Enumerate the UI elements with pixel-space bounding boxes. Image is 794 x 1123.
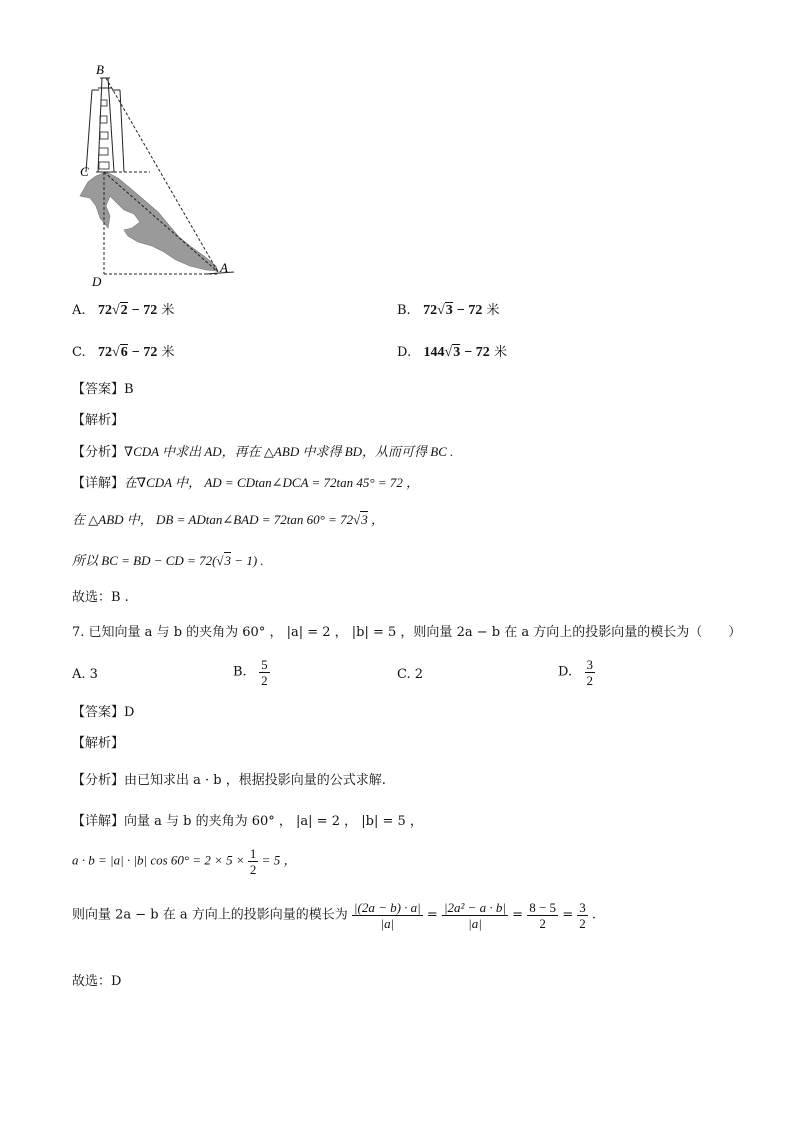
- option-label: A.: [72, 667, 86, 682]
- q7-answer: [72, 704, 134, 722]
- option-suffix: − 72: [464, 345, 490, 360]
- q7-analysis-tag: 【解析】: [72, 736, 125, 751]
- detail-fraction-3: [527, 900, 558, 931]
- fraction-numerator: 8 − 5: [529, 900, 557, 915]
- q6-choice: 故选：B .: [72, 590, 129, 605]
- q7-detail-2: [72, 846, 296, 877]
- detail-tag: 【详解】: [72, 814, 125, 829]
- answer-value: D: [124, 705, 135, 720]
- q7-option-d: [558, 657, 595, 688]
- detail-fraction: [248, 846, 259, 877]
- q7-option-b: [233, 657, 270, 688]
- option-label: D.: [397, 345, 412, 360]
- q6-detail-1: [72, 474, 419, 493]
- option-label: C.: [397, 667, 411, 682]
- label-C: C: [80, 164, 89, 179]
- q6-option-c: C. 72√6 − 72 米: [72, 345, 175, 360]
- fraction-denominator: |a|: [468, 916, 482, 931]
- fraction-numerator: |(2a − b) · a|: [353, 900, 421, 915]
- fraction-numerator: 3: [586, 657, 593, 672]
- fraction-denominator: 2: [579, 916, 586, 931]
- option-suffix: − 72: [131, 345, 158, 360]
- fraction-denominator: |a|: [380, 916, 395, 931]
- detail-pre: 在 △ABD 中， DB = ADtan∠BAD = 72tan 60° = 72: [72, 512, 354, 527]
- question-stem: 已知向量 a 与 b 的夹角为 60° ， |a| = 2 ， |b| = 5 ，则向量 2a − b 在 a 方向上的投影向量的模长为（ ）: [88, 625, 742, 640]
- tower-figure: [66, 60, 246, 290]
- q6-option-b: B. 72√3 − 72 米: [397, 303, 500, 318]
- q6-option-d: D. 144√3 − 72 米: [397, 345, 507, 360]
- q6-answer: [72, 381, 134, 399]
- option-fraction: [585, 657, 596, 688]
- q6-detail-2: 在 △ABD 中， DB = ADtan∠BAD = 72tan 60° = 72√3 ，: [72, 512, 384, 527]
- label-D: D: [92, 274, 102, 289]
- q6-option-a: A. 72√2 − 72 米: [72, 303, 175, 318]
- option-radicand: 3: [453, 345, 461, 360]
- fenxi-text: ∇CDA 中求出 AD，再在 △ABD 中求得 BD，从而可得 BC .: [124, 444, 454, 459]
- q7-fenxi: [72, 772, 386, 790]
- q7-detail-1: [72, 813, 423, 831]
- option-value: 2: [414, 667, 424, 682]
- detail-radicand: 3: [361, 512, 368, 527]
- detail-pre: a · b = |a| · |b| cos 60° = 2 × 5 ×: [72, 852, 245, 868]
- option-unit: 米: [493, 345, 507, 360]
- option-label: B.: [397, 303, 411, 318]
- detail-post: = 5 ，: [261, 852, 297, 868]
- label-A: A: [220, 260, 228, 275]
- fraction-denominator: 2: [249, 862, 257, 877]
- option-value: 3: [89, 667, 98, 682]
- q6-detail-3: 所以 BC = BD − CD = 72(√3 − 1) .: [72, 553, 264, 568]
- option-label: D.: [558, 664, 573, 680]
- equals-sign: =: [562, 907, 574, 923]
- detail-post: ，: [367, 512, 384, 527]
- period: .: [591, 907, 597, 923]
- option-fraction: [259, 657, 270, 688]
- option-prefix: 72: [98, 345, 113, 360]
- equals-sign: =: [426, 907, 438, 923]
- option-label: C.: [72, 345, 86, 360]
- equals-sign: =: [512, 907, 524, 923]
- fenxi-tag: 【分析】: [72, 773, 125, 788]
- option-radicand: 3: [445, 303, 453, 318]
- q6-analysis-tag: 【解析】: [72, 413, 125, 428]
- fraction-numerator: 1: [249, 846, 257, 861]
- answer-tag: 【答案】: [72, 705, 125, 720]
- option-unit: 米: [161, 345, 175, 360]
- option-prefix: 144: [423, 345, 445, 360]
- fraction-numerator: 5: [261, 657, 268, 672]
- detail-fraction-2: [442, 900, 508, 931]
- fenxi-text: 由已知求出 a · b ，根据投影向量的公式求解.: [124, 773, 386, 788]
- detail-text: 向量 a 与 b 的夹角为 60° ， |a| = 2 ， |b| = 5 ，: [124, 814, 423, 829]
- fraction-denominator: 2: [539, 916, 546, 931]
- option-suffix: − 72: [456, 303, 483, 318]
- fenxi-tag: 【分析】: [72, 445, 125, 460]
- detail-pre: 所以 BC = BD − CD = 72(: [72, 553, 217, 568]
- fraction-denominator: 2: [261, 673, 268, 688]
- option-prefix: 72: [423, 303, 438, 318]
- detail-post: − 1) .: [231, 553, 264, 568]
- mountain-shape: [80, 172, 218, 271]
- q7-option-a: [72, 666, 98, 684]
- option-unit: 米: [161, 303, 175, 318]
- option-radicand: 6: [120, 345, 128, 360]
- q7-option-c: [397, 666, 423, 684]
- detail-text: 在∇CDA 中， AD = CDtan∠DCA = 72tan 45° = 72 ，: [124, 475, 420, 490]
- option-suffix: − 72: [131, 303, 158, 318]
- q7-stem: [72, 624, 741, 642]
- answer-tag: 【答案】: [72, 382, 125, 397]
- option-prefix: 72: [97, 303, 112, 318]
- fraction-numerator: |2a² − a · b|: [443, 900, 507, 915]
- label-B: B: [96, 62, 104, 77]
- option-label: A.: [72, 303, 86, 318]
- fraction-numerator: 3: [579, 900, 586, 915]
- question-number: 7.: [72, 625, 85, 640]
- detail-pre: 则向量 2a − b 在 a 方向上的投影向量的模长为: [72, 907, 348, 923]
- fraction-denominator: 2: [586, 673, 593, 688]
- q6-fenxi: [72, 443, 453, 462]
- option-label: B.: [233, 664, 247, 680]
- q7-choice: 故选：D: [72, 974, 122, 989]
- option-unit: 米: [486, 303, 500, 318]
- detail-radicand: 3: [224, 553, 232, 568]
- answer-value: B: [124, 382, 134, 397]
- detail-fraction-4: [577, 900, 588, 931]
- detail-tag: 【详解】: [72, 476, 125, 491]
- option-radicand: 2: [120, 303, 128, 318]
- tower-drawing: [86, 78, 124, 172]
- q7-detail-3: [72, 900, 596, 931]
- detail-fraction-1: [352, 900, 423, 931]
